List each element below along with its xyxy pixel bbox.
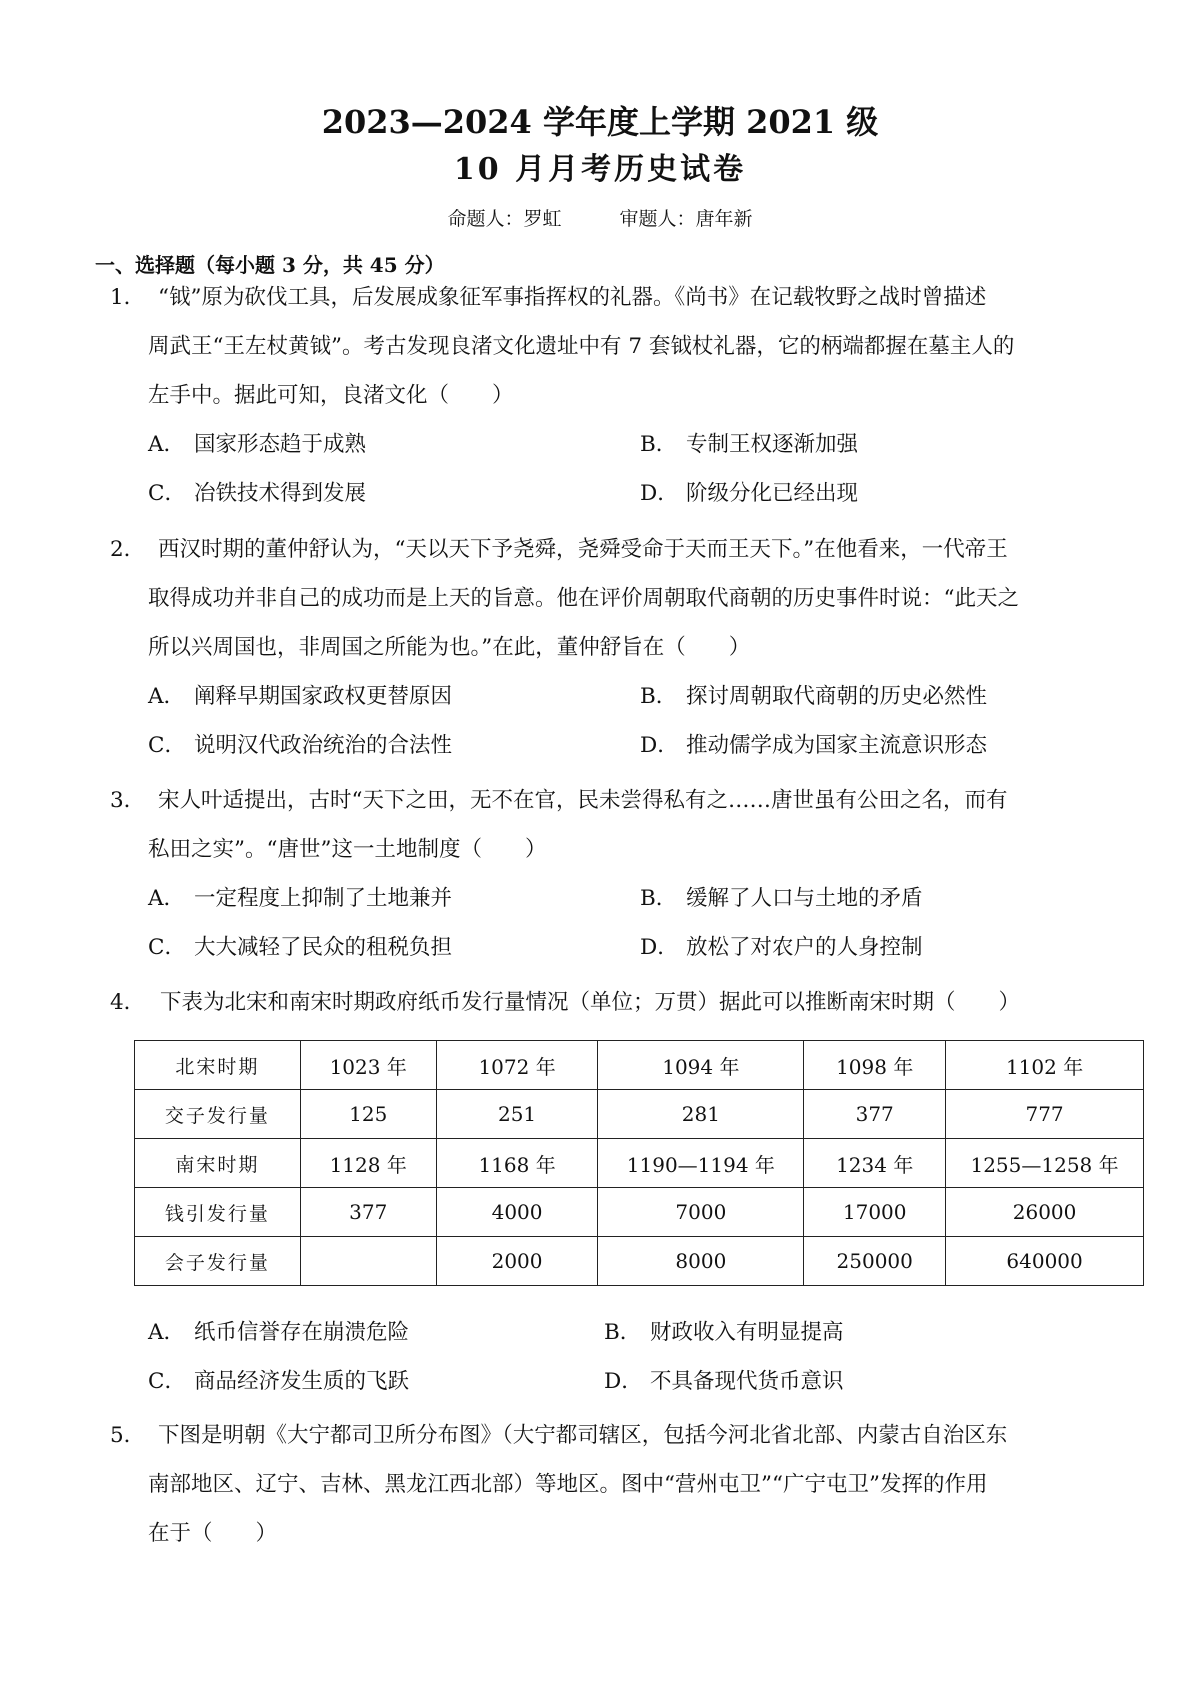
- question-number: 4．: [110, 990, 146, 1015]
- exam-title-line1: 2023—2024 学年度上学期 2021 级: [321, 103, 879, 141]
- exam-authors: [0, 205, 1200, 233]
- table-cell: 交子发行量: [135, 1090, 301, 1139]
- option-c[interactable]: C． 冶铁技术得到发展: [148, 481, 367, 506]
- reviewer-label: 审题人：唐年新: [619, 208, 753, 230]
- currency-issue-table: [134, 1040, 1144, 1286]
- setter-label: 命题人：罗虹: [447, 208, 562, 230]
- option-c[interactable]: C． 说明汉代政治统治的合法性: [148, 733, 453, 758]
- option-b[interactable]: B． 探讨周朝取代商朝的历史必然性: [640, 684, 988, 709]
- question-number: 1．: [110, 285, 146, 310]
- option-a[interactable]: A． 阐释早期国家政权更替原因: [148, 684, 453, 709]
- table-cell: 1255—1258 年: [946, 1139, 1144, 1188]
- table-cell: 1234 年: [804, 1139, 946, 1188]
- table-cell: 250000: [804, 1237, 946, 1286]
- table-row: [135, 1237, 1144, 1286]
- question-number: 5．: [110, 1423, 146, 1448]
- question-line: 私田之实”。“唐世”这一土地制度（ ）: [148, 837, 547, 862]
- option-b[interactable]: B． 缓解了人口与土地的矛盾: [640, 886, 923, 911]
- table-cell: 1094 年: [598, 1041, 804, 1090]
- table-cell: 1102 年: [946, 1041, 1144, 1090]
- option-d[interactable]: D． 推动儒学成为国家主流意识形态: [640, 733, 988, 758]
- question-line: 在于（ ）: [148, 1521, 278, 1546]
- question-line: 宋人叶适提出，古时“天下之田，无不在官，民未尝得私有之……唐世虽有公田之名，而有: [158, 788, 1008, 813]
- question-line: 南部地区、辽宁、吉林、黑龙江西北部）等地区。图中“营州屯卫”“广宁屯卫”发挥的作用: [148, 1472, 988, 1497]
- question-number: 2．: [110, 537, 146, 562]
- table-cell: 377: [804, 1090, 946, 1139]
- option-a[interactable]: A． 纸币信誉存在崩溃危险: [148, 1320, 410, 1345]
- table-cell: 1190—1194 年: [598, 1139, 804, 1188]
- table-cell: 1168 年: [436, 1139, 598, 1188]
- table-cell: 251: [436, 1090, 598, 1139]
- question-line: 所以兴周国也，非周国之所能为也。”在此，董仲舒旨在（ ）: [148, 635, 751, 660]
- table-cell: 南宋时期: [135, 1139, 301, 1188]
- option-a[interactable]: A． 国家形态趋于成熟: [148, 432, 367, 457]
- table-cell: 377: [300, 1188, 436, 1237]
- question-line: “钺”原为砍伐工具，后发展成象征军事指挥权的礼器。《尚书》在记载牧野之战时曾描述: [158, 285, 987, 310]
- table-cell: 1128 年: [300, 1139, 436, 1188]
- option-c[interactable]: C． 大大减轻了民众的租税负担: [148, 935, 453, 960]
- question-line: 下图是明朝《大宁都司卫所分布图》（大宁都司辖区，包括今河北省北部、内蒙古自治区东: [158, 1423, 1008, 1448]
- table-cell: 1072 年: [436, 1041, 598, 1090]
- question-line: 周武王“王左杖黄钺”。考古发现良渚文化遗址中有 7 套钺杖礼器，它的柄端都握在墓主人的: [148, 334, 1015, 359]
- option-d[interactable]: D． 不具备现代货币意识: [604, 1369, 844, 1394]
- question-line: 左手中。据此可知，良渚文化（ ）: [148, 383, 514, 408]
- question-line: 取得成功并非自己的成功而是上天的旨意。他在评价周朝取代商朝的历史事件时说：“此天之: [148, 586, 1019, 611]
- table-cell: 钱引发行量: [135, 1188, 301, 1237]
- table-cell: 125: [300, 1090, 436, 1139]
- option-a[interactable]: A． 一定程度上抑制了土地兼并: [148, 886, 453, 911]
- table-cell: 26000: [946, 1188, 1144, 1237]
- table-cell: 17000: [804, 1188, 946, 1237]
- option-b[interactable]: B． 财政收入有明显提高: [604, 1320, 844, 1345]
- option-b[interactable]: B． 专制王权逐渐加强: [640, 432, 859, 457]
- table-row: [135, 1090, 1144, 1139]
- option-d[interactable]: D． 放松了对农户的人身控制: [640, 935, 923, 960]
- table-cell: 2000: [436, 1237, 598, 1286]
- section-heading: 一、选择题（每小题 3 分，共 45 分）: [95, 253, 445, 277]
- table-cell: 7000: [598, 1188, 804, 1237]
- table-cell: [300, 1237, 436, 1286]
- table-cell: 8000: [598, 1237, 804, 1286]
- table-cell: 281: [598, 1090, 804, 1139]
- table-cell: 1023 年: [300, 1041, 436, 1090]
- question-line: 西汉时期的董仲舒认为，“天以天下予尧舜，尧舜受命于天而王天下。”在他看来，一代帝王: [158, 537, 1008, 562]
- table-cell: 会子发行量: [135, 1237, 301, 1286]
- table-cell: 640000: [946, 1237, 1144, 1286]
- table-row: [135, 1139, 1144, 1188]
- option-c[interactable]: C． 商品经济发生质的飞跃: [148, 1369, 410, 1394]
- exam-title-line2: 10 月月考历史试卷: [453, 152, 747, 187]
- table-cell: 777: [946, 1090, 1144, 1139]
- table-cell: 1098 年: [804, 1041, 946, 1090]
- option-d[interactable]: D． 阶级分化已经出现: [640, 481, 859, 506]
- question-number: 3．: [110, 788, 146, 813]
- table-cell: 北宋时期: [135, 1041, 301, 1090]
- question-line: 下表为北宋和南宋时期政府纸币发行量情况（单位；万贯）据此可以推断南宋时期（ ）: [160, 990, 1021, 1015]
- table-row: [135, 1041, 1144, 1090]
- table-cell: 4000: [436, 1188, 598, 1237]
- table-row: [135, 1188, 1144, 1237]
